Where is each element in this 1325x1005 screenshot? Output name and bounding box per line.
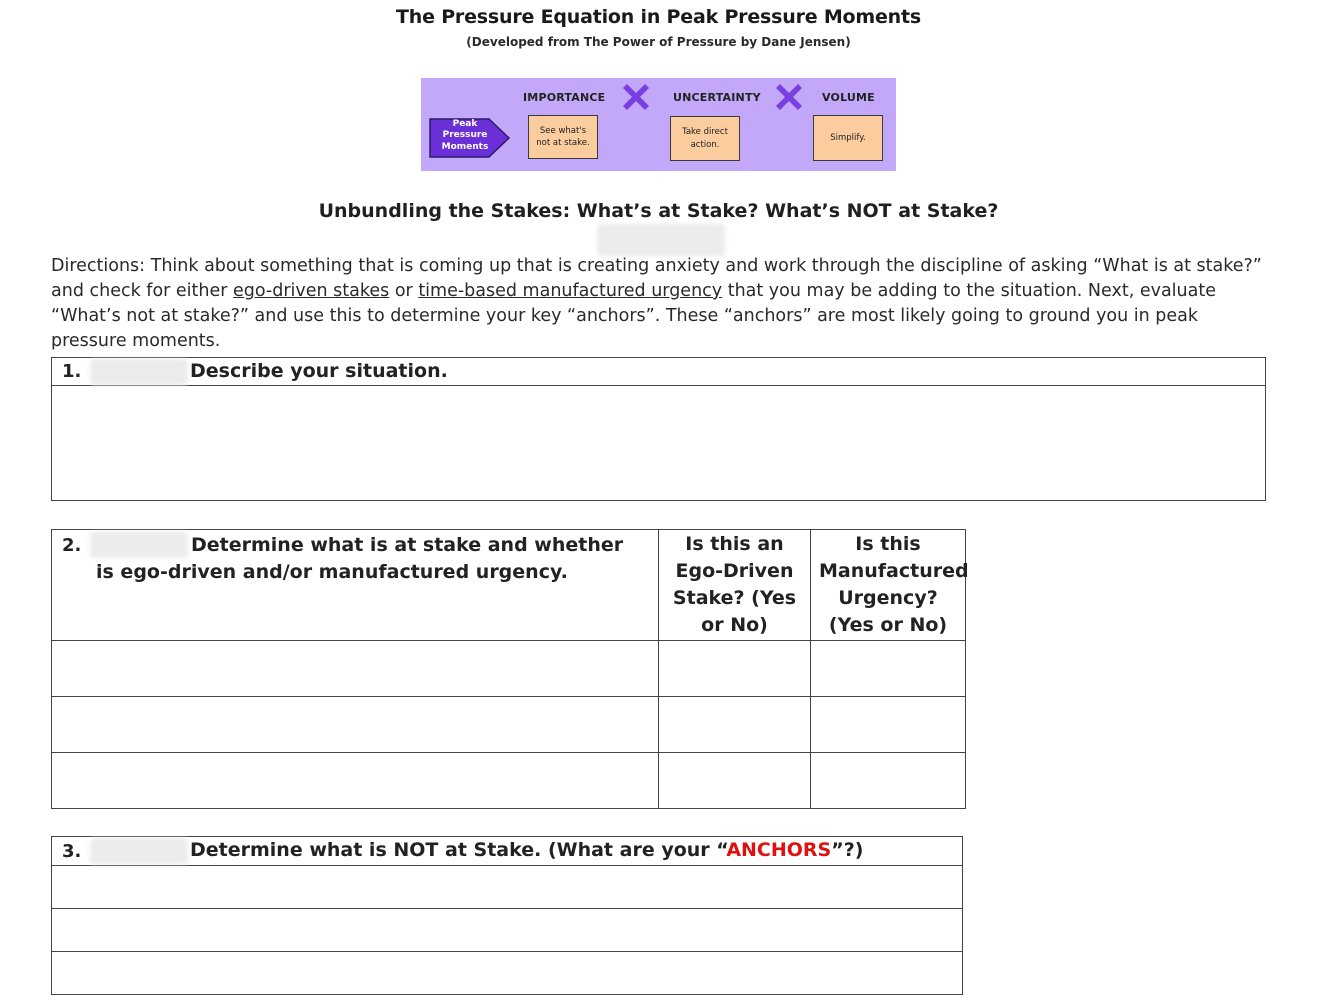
- step2-header: [52, 530, 659, 641]
- step2-table: [51, 529, 969, 809]
- urgency-column-header: [811, 530, 969, 641]
- pressure-equation-diagram: [421, 78, 896, 171]
- urgency-answer-cell[interactable]: [811, 753, 966, 809]
- ego-driven-column-header: [659, 530, 811, 641]
- step1-response-field[interactable]: [52, 386, 1266, 501]
- peak-pressure-label: Peak Pressure Moments: [441, 119, 489, 152]
- step2-prompt: Determine what is at stake and whether is ego-driven and/or manufactured urgency.: [96, 534, 624, 583]
- step1-table: [51, 357, 1266, 501]
- anchors-highlight: ANCHORS: [726, 839, 832, 861]
- step1-number: 1.: [62, 361, 82, 382]
- step3-prompt: [190, 839, 863, 861]
- factor-label-volume: VOLUME: [822, 91, 875, 104]
- multiply-icon: [774, 82, 804, 112]
- stake-input-cell[interactable]: [52, 753, 659, 809]
- ego-driven-answer-cell[interactable]: [659, 697, 811, 753]
- factor-action-uncertainty: Take direct action.: [682, 127, 728, 150]
- step1-header: [52, 358, 1266, 386]
- redaction-patch: [90, 359, 188, 385]
- step3-prompt-end: ”?): [831, 839, 864, 861]
- multiply-icon: [621, 82, 651, 112]
- step3-header: [52, 837, 963, 866]
- anchor-input-cell[interactable]: [52, 952, 963, 995]
- directions-text: [51, 254, 1266, 354]
- stake-input-cell[interactable]: [52, 697, 659, 753]
- step3-table: [51, 836, 963, 995]
- factor-label-importance: IMPORTANCE: [523, 91, 606, 104]
- factor-box-importance: [528, 115, 598, 159]
- section-heading: Unbundling the Stakes: What’s at Stake? What’s NOT at Stake?: [318, 200, 999, 222]
- ego-driven-answer-cell[interactable]: [659, 753, 811, 809]
- manufactured-urgency-term: time-based manufactured urgency: [418, 281, 723, 301]
- anchor-input-cell[interactable]: [52, 866, 963, 909]
- step1-prompt: Describe your situation.: [190, 360, 448, 382]
- ego-driven-stakes-term: ego-driven stakes: [233, 281, 390, 301]
- redaction-patch: [90, 838, 188, 864]
- factor-box-volume: [813, 115, 883, 161]
- redaction-patch: [597, 224, 725, 256]
- stake-input-cell[interactable]: [52, 641, 659, 697]
- directions-part3: that you may be adding to the situation. Next, evaluate “What’s not at stake?” and use this to determine your key “anchors”. These “anchors” are most likely going to ground you in peak pressure moments.: [51, 281, 1216, 351]
- page-subtitle: (Developed from The Power of Pressure by Dane Jensen): [466, 35, 851, 49]
- urgency-answer-cell[interactable]: [811, 697, 966, 753]
- factor-action-importance: See what's not at stake.: [536, 125, 590, 148]
- factor-label-uncertainty: UNCERTAINTY: [673, 91, 761, 104]
- factor-box-uncertainty: [670, 116, 740, 161]
- urgency-column-label: Is this Manufactured Urgency? (Yes or No): [819, 533, 969, 636]
- step3-prompt-start: Determine what is NOT at Stake. (What are your “: [190, 839, 727, 861]
- step3-number: 3.: [62, 841, 82, 862]
- step2-number: 2.: [62, 535, 82, 556]
- page-title: The Pressure Equation in Peak Pressure Moments: [396, 6, 921, 28]
- factor-action-volume: Simplify.: [830, 132, 866, 143]
- urgency-answer-cell[interactable]: [811, 641, 966, 697]
- ego-driven-column-label: Is this an Ego-Driven Stake? (Yes or No): [672, 533, 797, 636]
- ego-driven-answer-cell[interactable]: [659, 641, 811, 697]
- directions-part2: or: [389, 281, 419, 301]
- directions-part1: Directions: Think about something that is coming up that is creating anxiety and work through the discipline of asking “What is at stake?” and check for either: [51, 256, 1262, 301]
- anchor-input-cell[interactable]: [52, 909, 963, 952]
